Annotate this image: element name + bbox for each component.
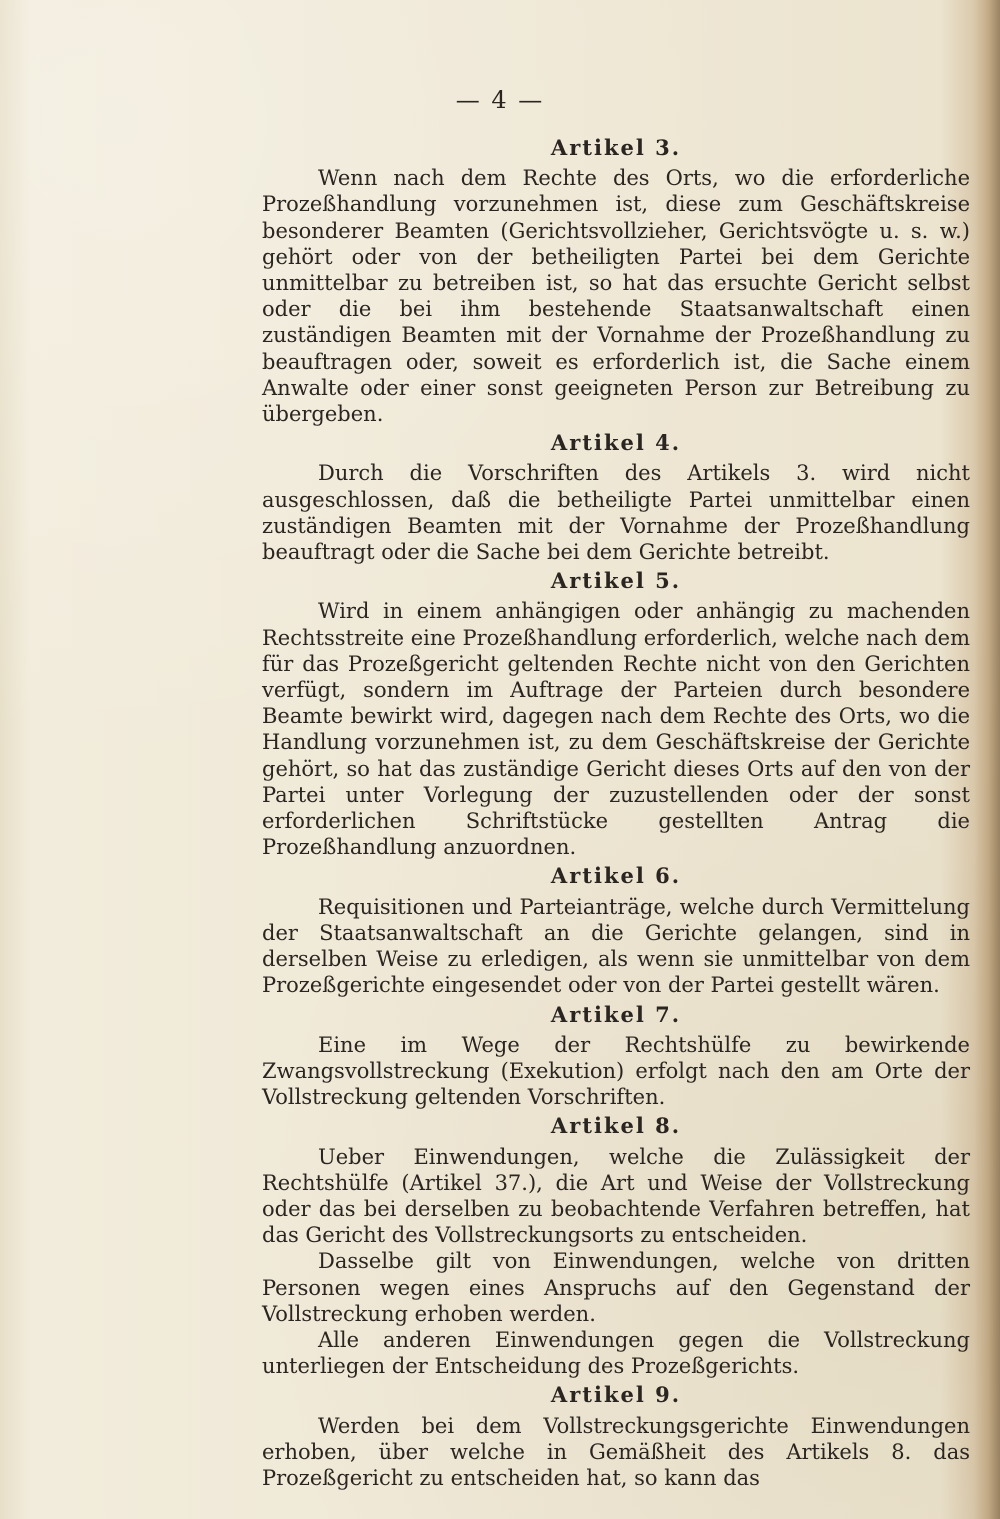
article-title: Artikel 3. bbox=[550, 135, 682, 160]
article-paragraph: Wenn nach dem Rechte des Orts, wo die erforderliche Prozeßhandlung vorzunehmen ist, diese zum Geschäftskreise besonderer Beamten (Gerichtsvollzieher, Gerichtsvögte u. s. w.) gehört oder von der betheiligten Partei bei dem Gerichte unmittelbar zu betreiben ist, so hat das ersuchte Gericht selbst oder die bei ihm bestehende Staatsanwaltschaft einen zuständigen Beamten mit der Vornahme der Prozeßhandlung zu beauftragen oder, soweit es erforderlich ist, die Sache einem Anwalte oder einer sonst geeigneten Person zur Betreibung zu übergeben. bbox=[262, 166, 970, 427]
document-body bbox=[262, 132, 970, 1491]
article-5 bbox=[262, 565, 970, 860]
page-edge-stain bbox=[974, 0, 1000, 1519]
article-6 bbox=[262, 860, 970, 998]
article-title: Artikel 4. bbox=[550, 430, 682, 456]
article-title: Artikel 6. bbox=[550, 863, 682, 889]
article-title: Artikel 5. bbox=[550, 568, 682, 594]
article-paragraph: Requisitionen und Parteianträge, welche durch Vermittelung der Staatsanwaltschaft an die Gerichte gelangen, sind in derselben Weise zu erledigen, als wenn sie unmittelbar von dem Prozeßgerichte eingesendet oder von der Partei gestellt wären. bbox=[262, 894, 970, 998]
article-9 bbox=[262, 1379, 970, 1491]
article-3 bbox=[262, 132, 970, 427]
article-4 bbox=[262, 427, 970, 565]
article-paragraph: Werden bei dem Vollstreckungsgerichte Einwendungen erhoben, über welche in Gemäßheit des Artikels 8. das Prozeßgericht zu entscheiden hat, so kann das bbox=[262, 1413, 970, 1490]
page-number-header: — 4 — bbox=[455, 86, 545, 114]
article-title: Artikel 9. bbox=[550, 1382, 682, 1408]
article-title: Artikel 7. bbox=[550, 1001, 682, 1027]
article-title: Artikel 8. bbox=[550, 1113, 682, 1139]
article-paragraph: Durch die Vorschriften des Artikels 3. wird nicht ausgeschlossen, daß die betheiligte Partei unmittelbar einen zuständigen Beamten mit der Vornahme der Prozeßhandlung beauftragt oder die Sache bei dem Gerichte betreibt. bbox=[262, 461, 970, 565]
article-paragraph: Dasselbe gilt von Einwendungen, welche von dritten Personen wegen eines Anspruchs auf den Gegenstand der Vollstreckung erhoben werden. bbox=[262, 1249, 970, 1326]
article-paragraph: Ueber Einwendungen, welche die Zulässigkeit der Rechtshülfe (Artikel 37.), die Art und Weise der Vollstreckung oder das bei derselben zu beobachtende Verfahren betreffen, hat das Gericht des Vollstreckungsorts zu entscheiden. bbox=[262, 1144, 970, 1248]
article-paragraph: Alle anderen Einwendungen gegen die Vollstreckung unterliegen der Entscheidung des Prozeßgerichts. bbox=[262, 1327, 970, 1379]
article-7 bbox=[262, 999, 970, 1111]
article-paragraph: Wird in einem anhängigen oder anhängig zu machenden Rechtsstreite eine Prozeßhandlung erforderlich, welche nach dem für das Prozeßgericht geltenden Rechte nicht von den Gerichten verfügt, sondern im Auftrage der Parteien durch besondere Beamte bewirkt wird, dagegen nach dem Rechte des Orts, wo die Handlung vorzunehmen ist, zu dem Geschäftskreise der Gerichte gehört, so hat das zuständige Gericht dieses Orts auf den von der Partei unter Vorlegung der zuzustellenden oder der sonst erforderlichen Schriftstücke gestellten Antrag die Prozeßhandlung anzuordnen. bbox=[262, 599, 970, 860]
article-paragraph: Eine im Wege der Rechtshülfe zu bewirkende Zwangsvollstreckung (Exekution) erfolgt nach den am Orte der Vollstreckung geltenden Vorschriften. bbox=[262, 1032, 970, 1110]
article-8 bbox=[262, 1110, 970, 1379]
